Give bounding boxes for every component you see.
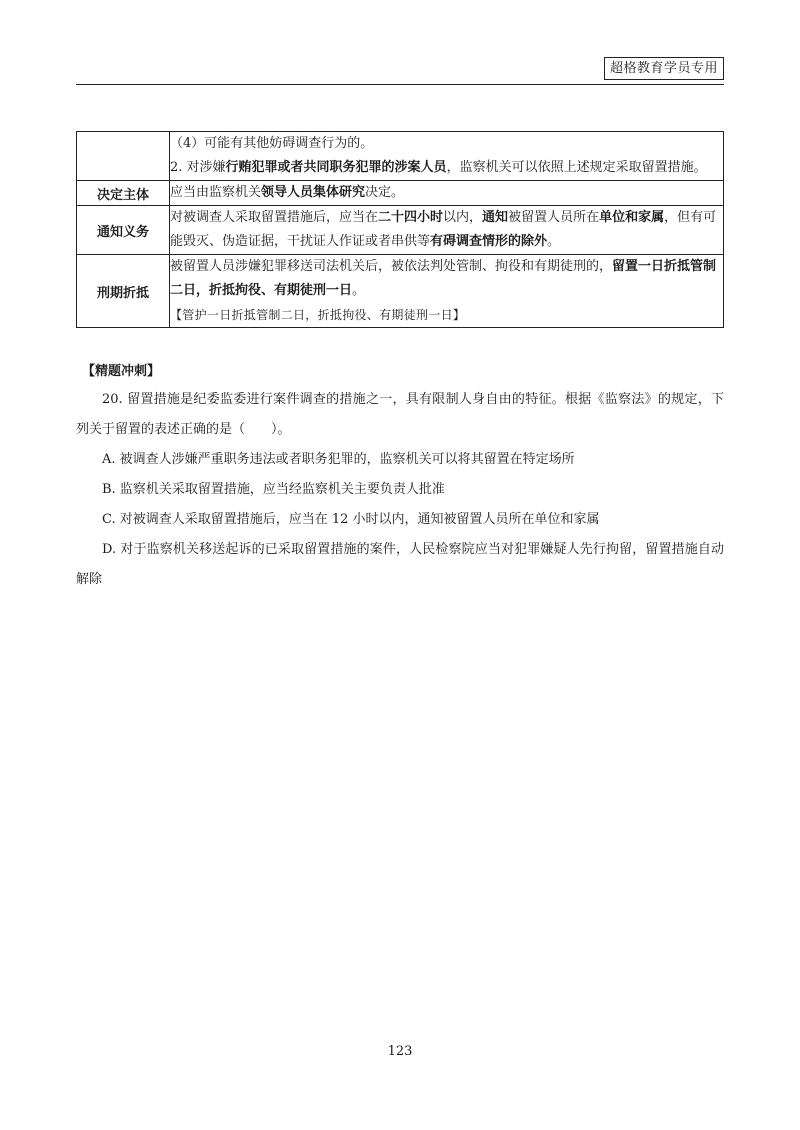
option-d: D. 对于监察机关移送起诉的已采取留置措施的案件，人民检察院应当对犯罪嫌疑人先行拘留，留置措施自动解除 <box>76 542 724 587</box>
row-content-notification-duty <box>170 206 724 255</box>
practice-question <box>76 385 724 595</box>
text-segment: 。 <box>352 283 366 298</box>
header-rule <box>76 84 724 85</box>
option-c: C. 对被调查人采取留置措施后，应当在 12 小时以内，通知被留置人员所在单位和家属 <box>102 512 600 527</box>
text-segment: ，但有可能毁灭、伪造证据，干扰证人作证或者串供等 <box>170 210 717 249</box>
table-row-notification-duty <box>77 206 724 255</box>
row-content-decision-body <box>170 181 724 206</box>
bold-segment: 留置一日折抵管制二日，折抵拘役、有期徒刑一日 <box>170 259 717 298</box>
row-label-decision-body: 决定主体 <box>77 181 170 206</box>
bold-segment: 单位和家属 <box>599 210 665 225</box>
section-title: 【精题冲刺】 <box>82 364 161 379</box>
page-number: 123 <box>387 1044 413 1059</box>
bold-segment: 领导人员集体研究 <box>261 185 366 200</box>
table-row-conditions <box>77 132 724 181</box>
text-segment: 。 <box>547 234 561 249</box>
condition-item-4: （4）可能有其他妨碍调查行为的。 <box>170 136 374 151</box>
text-segment: 2. 对涉嫌 <box>170 160 226 175</box>
text-segment: 被留置人员所在 <box>508 210 600 225</box>
text-segment: 决定。 <box>365 185 405 200</box>
row-content-conditions <box>170 132 724 181</box>
bold-segment: 行贿犯罪或者共同职务犯罪的涉案人员 <box>225 160 447 175</box>
header-tag: 超格教育学员专用 <box>604 57 724 80</box>
option-b: B. 监察机关采取留置措施，应当经监察机关主要负责人批准 <box>102 482 445 497</box>
option-a: A. 被调查人涉嫌严重职务违法或者职务犯罪的，监察机关可以将其留置在特定场所 <box>102 452 575 467</box>
bold-segment: 二十四小时 <box>378 210 444 225</box>
mnemonic-tip: 【管护一日折抵管制二日，折抵拘役、有期徒刑一日】 <box>170 308 466 322</box>
table-row-sentence-offset <box>77 255 724 328</box>
bold-segment: 通知 <box>482 210 509 225</box>
text-segment: 以内， <box>443 210 483 225</box>
bold-segment: 有碍调查情形的除外 <box>430 234 548 249</box>
row-label-empty <box>77 132 170 181</box>
text-segment: 被留置人员涉嫌犯罪移送司法机关后，被依法判处管制、拘役和有期徒刑的， <box>170 259 613 274</box>
condition-item-2 <box>170 156 723 180</box>
text-segment: 对被调查人采取留置措施后，应当在 <box>170 210 379 225</box>
detention-info-table <box>76 131 724 328</box>
text-segment: 应当由监察机关 <box>170 185 262 200</box>
row-label-sentence-offset: 刑期折抵 <box>77 255 170 328</box>
table-row-decision-body <box>77 181 724 206</box>
row-content-sentence-offset <box>170 255 724 328</box>
text-segment: ，监察机关可以依照上述规定采取留置措施。 <box>446 160 707 175</box>
question-stem: 20. 留置措施是纪委监委进行案件调查的措施之一，具有限制人身自由的特征。根据《监察法》的规定，下列关于留置的表述正确的是（ ）。 <box>76 392 724 437</box>
row-label-notification-duty: 通知义务 <box>77 206 170 255</box>
